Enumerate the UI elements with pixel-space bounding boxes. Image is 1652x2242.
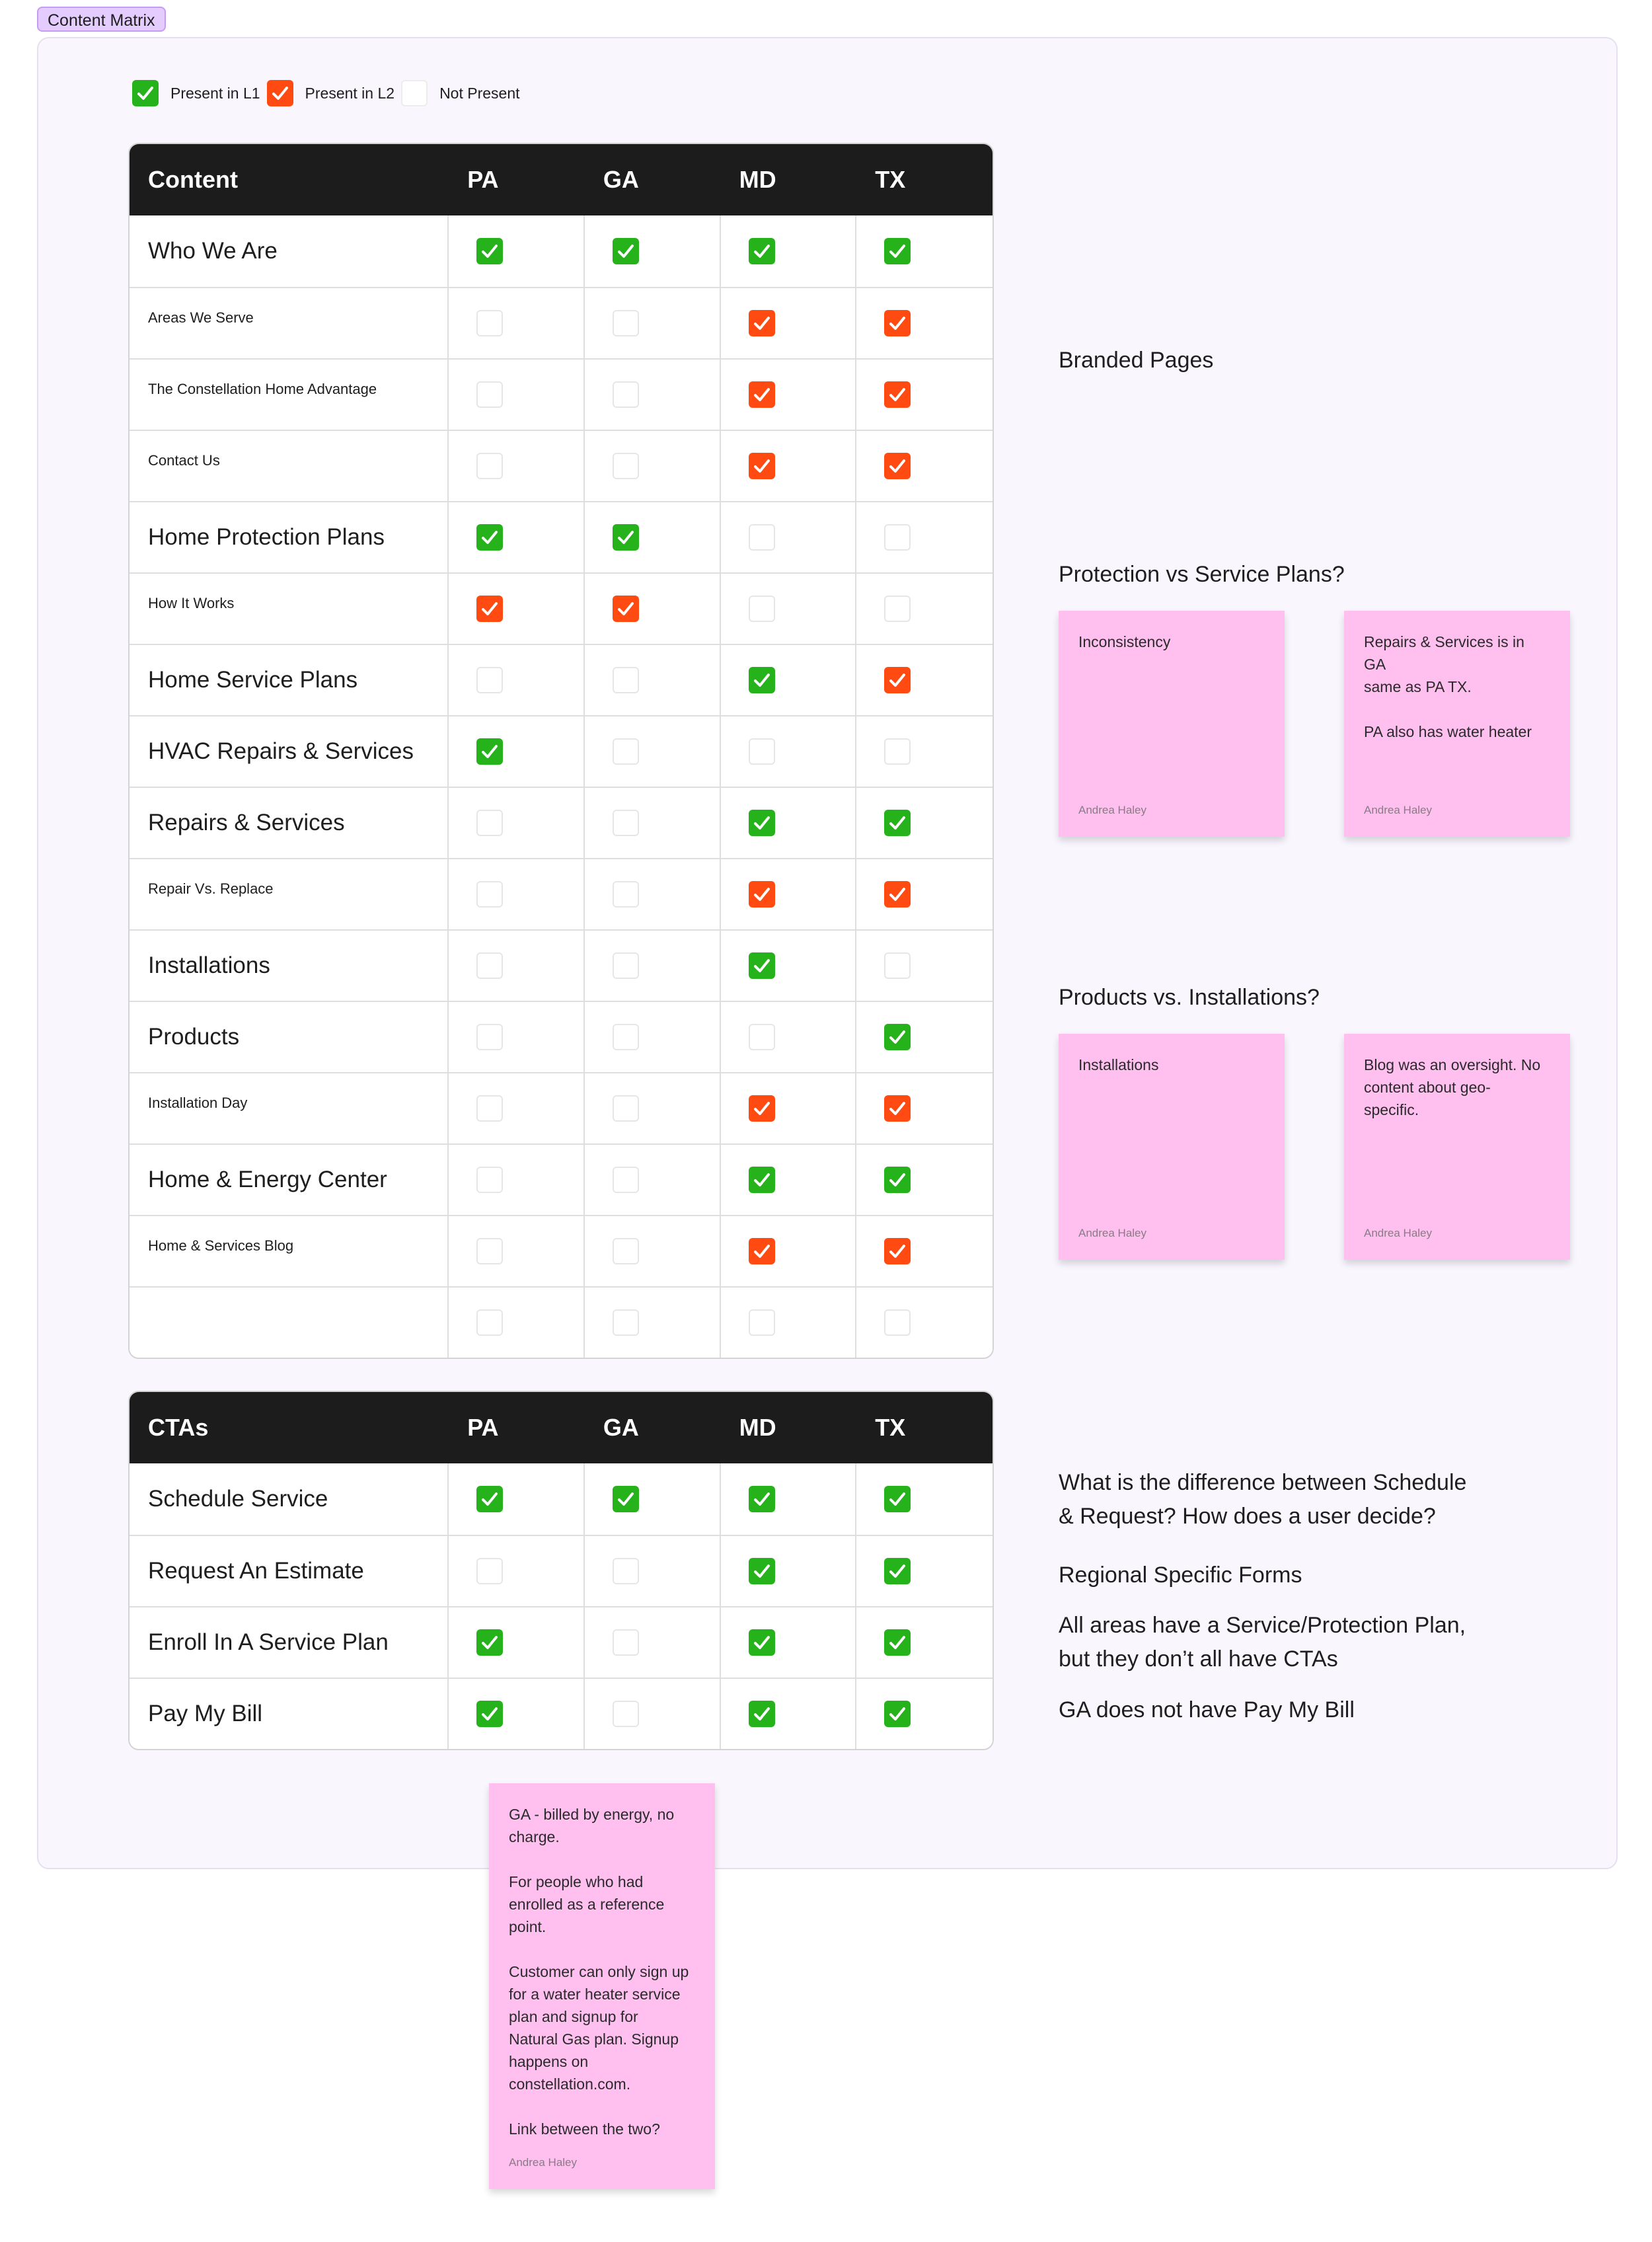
state-column-header: GA xyxy=(603,166,639,193)
table-row xyxy=(130,858,993,929)
table-row xyxy=(130,787,993,858)
checked-checkbox-icon[interactable] xyxy=(476,1701,503,1727)
row-label: HVAC Repairs & Services xyxy=(130,716,449,787)
state-cell-ga xyxy=(585,1002,721,1072)
row-label xyxy=(130,1288,449,1358)
legend-l1-checkbox-icon xyxy=(132,80,159,106)
content-table-rows xyxy=(130,215,993,1358)
state-cell-ga xyxy=(585,1288,721,1358)
empty-checkbox-icon[interactable] xyxy=(613,1167,639,1193)
empty-checkbox-icon[interactable] xyxy=(749,738,775,765)
state-cell-tx xyxy=(856,645,993,715)
row-label: How It Works xyxy=(130,574,449,644)
state-cell-md xyxy=(721,859,857,929)
checked-checkbox-icon[interactable] xyxy=(884,810,911,836)
state-cell-pa xyxy=(449,859,585,929)
state-cell-tx xyxy=(856,716,993,787)
checked-checkbox-icon[interactable] xyxy=(613,1486,639,1512)
state-cell-ga xyxy=(585,716,721,787)
checked-checkbox-icon[interactable] xyxy=(749,1238,775,1264)
state-cell-tx xyxy=(856,1216,993,1286)
checked-checkbox-icon[interactable] xyxy=(884,381,911,408)
table-row xyxy=(130,1535,993,1606)
checked-checkbox-icon[interactable] xyxy=(476,524,503,551)
empty-checkbox-icon[interactable] xyxy=(613,1095,639,1122)
state-cell-ga xyxy=(585,1216,721,1286)
table-row xyxy=(130,644,993,715)
sticky-note-blog[interactable] xyxy=(1344,1034,1570,1260)
table-row xyxy=(130,1215,993,1286)
empty-checkbox-icon[interactable] xyxy=(476,667,503,693)
checked-checkbox-icon[interactable] xyxy=(884,1024,911,1050)
row-label: Who We Are xyxy=(130,215,449,287)
row-label: Areas We Serve xyxy=(130,288,449,358)
cta-table-rows xyxy=(130,1463,993,1749)
state-cell-pa xyxy=(449,1463,585,1535)
empty-checkbox-icon[interactable] xyxy=(476,1238,503,1264)
checked-checkbox-icon[interactable] xyxy=(884,1486,911,1512)
cta-table xyxy=(128,1391,994,1750)
state-cell-ga xyxy=(585,502,721,572)
note-all-areas[interactable]: All areas have a Service/Protection Plan, but they don’t all have CTAs xyxy=(1059,1613,1466,1672)
state-cell-pa xyxy=(449,1288,585,1358)
checked-checkbox-icon[interactable] xyxy=(749,238,775,264)
content-table-header xyxy=(130,144,993,215)
note-schedule-vs-request[interactable]: What is the difference between Schedule & Request? How does a user decide? xyxy=(1059,1470,1467,1529)
sticky-note-repairs-ga[interactable] xyxy=(1344,611,1570,837)
row-label: The Constellation Home Advantage xyxy=(130,360,449,430)
state-cell-tx xyxy=(856,1145,993,1215)
checked-checkbox-icon[interactable] xyxy=(613,524,639,551)
table-row xyxy=(130,572,993,644)
table-row xyxy=(130,1463,993,1535)
table-row xyxy=(130,215,993,287)
empty-checkbox-icon[interactable] xyxy=(476,381,503,408)
row-label: Home & Energy Center xyxy=(130,1145,449,1215)
legend xyxy=(132,79,527,107)
table-row xyxy=(130,1143,993,1215)
row-label: Repair Vs. Replace xyxy=(130,859,449,929)
state-cell-pa xyxy=(449,1607,585,1678)
empty-checkbox-icon[interactable] xyxy=(613,738,639,765)
checked-checkbox-icon[interactable] xyxy=(476,238,503,264)
state-cell-pa xyxy=(449,431,585,501)
checked-checkbox-icon[interactable] xyxy=(476,1486,503,1512)
state-cell-pa xyxy=(449,1145,585,1215)
sticky-note-text: GA - billed by energy, no charge. For people who had enrolled as a reference point. Customer can only sign up for a water heater service plan and signup for Natural Gas plan. Signup happens on constellation.com. Link between the two? xyxy=(509,1806,689,2138)
empty-checkbox-icon[interactable] xyxy=(749,596,775,622)
state-cell-ga xyxy=(585,1073,721,1143)
checked-checkbox-icon[interactable] xyxy=(884,1095,911,1122)
empty-checkbox-icon[interactable] xyxy=(476,881,503,908)
table-row xyxy=(130,1606,993,1678)
checked-checkbox-icon[interactable] xyxy=(749,1486,775,1512)
empty-checkbox-icon[interactable] xyxy=(613,1558,639,1584)
checked-checkbox-icon[interactable] xyxy=(749,952,775,979)
checked-checkbox-icon[interactable] xyxy=(749,810,775,836)
state-cell-md xyxy=(721,288,857,358)
checked-checkbox-icon[interactable] xyxy=(884,238,911,264)
state-cell-tx xyxy=(856,431,993,501)
cta-column-header: CTAs xyxy=(148,1414,209,1441)
checked-checkbox-icon[interactable] xyxy=(476,596,503,622)
legend-none-checkbox-icon xyxy=(401,80,428,106)
row-label: Schedule Service xyxy=(130,1463,449,1535)
empty-checkbox-icon[interactable] xyxy=(613,810,639,836)
sticky-note-author: Andrea Haley xyxy=(1078,1227,1147,1239)
state-cell-tx xyxy=(856,1607,993,1678)
sticky-note-author: Andrea Haley xyxy=(1078,804,1147,816)
state-cell-tx xyxy=(856,574,993,644)
empty-checkbox-icon[interactable] xyxy=(613,1629,639,1656)
note-branded-pages[interactable]: Branded Pages xyxy=(1059,348,1214,373)
checked-checkbox-icon[interactable] xyxy=(884,881,911,908)
note-ga-pay-my-bill[interactable]: GA does not have Pay My Bill xyxy=(1059,1697,1355,1722)
checked-checkbox-icon[interactable] xyxy=(749,381,775,408)
legend-none-label: Not Present xyxy=(439,84,520,102)
state-cell-tx xyxy=(856,859,993,929)
empty-checkbox-icon[interactable] xyxy=(613,881,639,908)
checked-checkbox-icon[interactable] xyxy=(884,1167,911,1193)
state-cell-md xyxy=(721,1607,857,1678)
state-cell-tx xyxy=(856,1679,993,1749)
empty-checkbox-icon[interactable] xyxy=(613,453,639,479)
state-cell-ga xyxy=(585,1145,721,1215)
state-cell-tx xyxy=(856,931,993,1001)
empty-checkbox-icon[interactable] xyxy=(613,310,639,336)
empty-checkbox-icon[interactable] xyxy=(476,1558,503,1584)
checked-checkbox-icon[interactable] xyxy=(749,667,775,693)
empty-checkbox-icon[interactable] xyxy=(476,952,503,979)
table-row xyxy=(130,501,993,572)
checked-checkbox-icon[interactable] xyxy=(613,596,639,622)
empty-checkbox-icon[interactable] xyxy=(613,1024,639,1050)
empty-checkbox-icon[interactable] xyxy=(749,1309,775,1336)
sticky-note-author: Andrea Haley xyxy=(1364,1227,1433,1239)
checked-checkbox-icon[interactable] xyxy=(749,453,775,479)
checked-checkbox-icon[interactable] xyxy=(749,310,775,336)
state-cell-ga xyxy=(585,931,721,1001)
state-cell-md xyxy=(721,1145,857,1215)
checked-checkbox-icon[interactable] xyxy=(476,738,503,765)
state-column-header: PA xyxy=(467,1414,499,1441)
state-cell-pa xyxy=(449,502,585,572)
state-cell-ga xyxy=(585,574,721,644)
table-row xyxy=(130,1072,993,1143)
state-cell-md xyxy=(721,215,857,287)
row-label: Installation Day xyxy=(130,1073,449,1143)
state-cell-tx xyxy=(856,1073,993,1143)
sticky-note-ga-billed[interactable] xyxy=(489,1783,715,2189)
row-label: Installations xyxy=(130,931,449,1001)
row-label: Enroll In A Service Plan xyxy=(130,1607,449,1678)
state-cell-ga xyxy=(585,788,721,858)
empty-checkbox-icon[interactable] xyxy=(476,1309,503,1336)
sticky-note-text: Repairs & Services is in GA same as PA TX. PA also has water heater xyxy=(1364,633,1532,740)
checked-checkbox-icon[interactable] xyxy=(749,1558,775,1584)
state-cell-pa xyxy=(449,1679,585,1749)
row-label: Contact Us xyxy=(130,431,449,501)
checked-checkbox-icon[interactable] xyxy=(749,1629,775,1656)
state-cell-tx xyxy=(856,1536,993,1606)
empty-checkbox-icon[interactable] xyxy=(613,1701,639,1727)
state-cell-tx xyxy=(856,1288,993,1358)
table-row xyxy=(130,929,993,1001)
state-cell-ga xyxy=(585,215,721,287)
state-column-header: TX xyxy=(875,166,906,193)
note-protection-vs-service[interactable]: Protection vs Service Plans? xyxy=(1059,562,1345,587)
checked-checkbox-icon[interactable] xyxy=(476,1629,503,1656)
state-cell-tx xyxy=(856,360,993,430)
empty-checkbox-icon[interactable] xyxy=(884,952,911,979)
state-cell-md xyxy=(721,645,857,715)
checked-checkbox-icon[interactable] xyxy=(613,238,639,264)
state-cell-pa xyxy=(449,360,585,430)
checked-checkbox-icon[interactable] xyxy=(884,667,911,693)
empty-checkbox-icon[interactable] xyxy=(613,667,639,693)
row-label: Home & Services Blog xyxy=(130,1216,449,1286)
legend-l2-checkbox-icon xyxy=(267,80,293,106)
empty-checkbox-icon[interactable] xyxy=(884,596,911,622)
empty-checkbox-icon[interactable] xyxy=(476,310,503,336)
checked-checkbox-icon[interactable] xyxy=(749,1095,775,1122)
checked-checkbox-icon[interactable] xyxy=(749,1167,775,1193)
state-cell-md xyxy=(721,788,857,858)
row-label: Request An Estimate xyxy=(130,1536,449,1606)
empty-checkbox-icon[interactable] xyxy=(884,524,911,551)
state-cell-tx xyxy=(856,1463,993,1535)
state-cell-md xyxy=(721,1463,857,1535)
state-cell-pa xyxy=(449,1216,585,1286)
state-cell-tx xyxy=(856,215,993,287)
row-label: Pay My Bill xyxy=(130,1679,449,1749)
empty-checkbox-icon[interactable] xyxy=(476,1095,503,1122)
state-cell-pa xyxy=(449,574,585,644)
checked-checkbox-icon[interactable] xyxy=(884,453,911,479)
state-cell-pa xyxy=(449,1073,585,1143)
state-cell-ga xyxy=(585,360,721,430)
state-cell-tx xyxy=(856,1002,993,1072)
empty-checkbox-icon[interactable] xyxy=(749,1024,775,1050)
empty-checkbox-icon[interactable] xyxy=(613,381,639,408)
checked-checkbox-icon[interactable] xyxy=(884,1701,911,1727)
empty-checkbox-icon[interactable] xyxy=(476,810,503,836)
content-table xyxy=(128,143,994,1359)
note-products-vs-installations[interactable]: Products vs. Installations? xyxy=(1059,985,1320,1010)
state-cell-ga xyxy=(585,1679,721,1749)
state-cell-ga xyxy=(585,1463,721,1535)
state-cell-pa xyxy=(449,931,585,1001)
state-cell-md xyxy=(721,716,857,787)
state-cell-pa xyxy=(449,1002,585,1072)
table-row xyxy=(130,430,993,501)
sticky-note-text: Inconsistency xyxy=(1078,633,1171,650)
sticky-note-text: Blog was an oversight. No content about geo- specific. xyxy=(1364,1056,1541,1118)
state-cell-md xyxy=(721,574,857,644)
state-cell-pa xyxy=(449,788,585,858)
table-row xyxy=(130,715,993,787)
state-cell-ga xyxy=(585,859,721,929)
state-cell-ga xyxy=(585,288,721,358)
row-label: Home Service Plans xyxy=(130,645,449,715)
state-column-header: MD xyxy=(739,1414,776,1441)
empty-checkbox-icon[interactable] xyxy=(749,524,775,551)
checked-checkbox-icon[interactable] xyxy=(884,310,911,336)
state-cell-pa xyxy=(449,1536,585,1606)
state-cell-ga xyxy=(585,1607,721,1678)
state-column-header: MD xyxy=(739,166,776,193)
state-column-header: GA xyxy=(603,1414,639,1441)
empty-checkbox-icon[interactable] xyxy=(884,1309,911,1336)
empty-checkbox-icon[interactable] xyxy=(884,738,911,765)
state-cell-md xyxy=(721,931,857,1001)
state-cell-md xyxy=(721,1002,857,1072)
table-row xyxy=(130,1678,993,1749)
legend-l1-label: Present in L1 xyxy=(170,84,260,102)
table-row xyxy=(130,1001,993,1072)
row-label: Products xyxy=(130,1002,449,1072)
sticky-note-installations[interactable] xyxy=(1059,1034,1285,1260)
row-label: Repairs & Services xyxy=(130,788,449,858)
content-column-header: Content xyxy=(148,166,238,193)
sticky-note-inconsistency[interactable] xyxy=(1059,611,1285,837)
section-label[interactable]: Content Matrix xyxy=(37,7,166,32)
state-cell-md xyxy=(721,431,857,501)
state-cell-md xyxy=(721,1288,857,1358)
empty-checkbox-icon[interactable] xyxy=(613,952,639,979)
state-cell-tx xyxy=(856,788,993,858)
empty-checkbox-icon[interactable] xyxy=(476,453,503,479)
empty-checkbox-icon[interactable] xyxy=(613,1309,639,1336)
sticky-note-text: Installations xyxy=(1078,1056,1159,1073)
checked-checkbox-icon[interactable] xyxy=(884,1629,911,1656)
empty-checkbox-icon[interactable] xyxy=(613,1238,639,1264)
sticky-note-author: Andrea Haley xyxy=(509,2156,578,2169)
state-cell-md xyxy=(721,360,857,430)
legend-l2-label: Present in L2 xyxy=(305,84,395,102)
state-cell-tx xyxy=(856,288,993,358)
state-column-header: TX xyxy=(875,1414,906,1441)
state-column-header: PA xyxy=(467,166,499,193)
empty-checkbox-icon[interactable] xyxy=(476,1024,503,1050)
empty-checkbox-icon[interactable] xyxy=(476,1167,503,1193)
state-cell-pa xyxy=(449,645,585,715)
checked-checkbox-icon[interactable] xyxy=(884,1238,911,1264)
checked-checkbox-icon[interactable] xyxy=(884,1558,911,1584)
checked-checkbox-icon[interactable] xyxy=(749,1701,775,1727)
state-cell-md xyxy=(721,1679,857,1749)
sticky-note-author: Andrea Haley xyxy=(1364,804,1433,816)
state-cell-md xyxy=(721,502,857,572)
note-regional-forms[interactable]: Regional Specific Forms xyxy=(1059,1563,1302,1588)
state-cell-ga xyxy=(585,431,721,501)
state-cell-pa xyxy=(449,716,585,787)
table-row xyxy=(130,358,993,430)
state-cell-pa xyxy=(449,215,585,287)
cta-table-header xyxy=(130,1392,993,1463)
state-cell-pa xyxy=(449,288,585,358)
state-cell-md xyxy=(721,1073,857,1143)
state-cell-md xyxy=(721,1536,857,1606)
state-cell-ga xyxy=(585,1536,721,1606)
table-row xyxy=(130,1286,993,1358)
checked-checkbox-icon[interactable] xyxy=(749,881,775,908)
row-label: Home Protection Plans xyxy=(130,502,449,572)
state-cell-md xyxy=(721,1216,857,1286)
state-cell-tx xyxy=(856,502,993,572)
table-row xyxy=(130,287,993,358)
state-cell-ga xyxy=(585,645,721,715)
